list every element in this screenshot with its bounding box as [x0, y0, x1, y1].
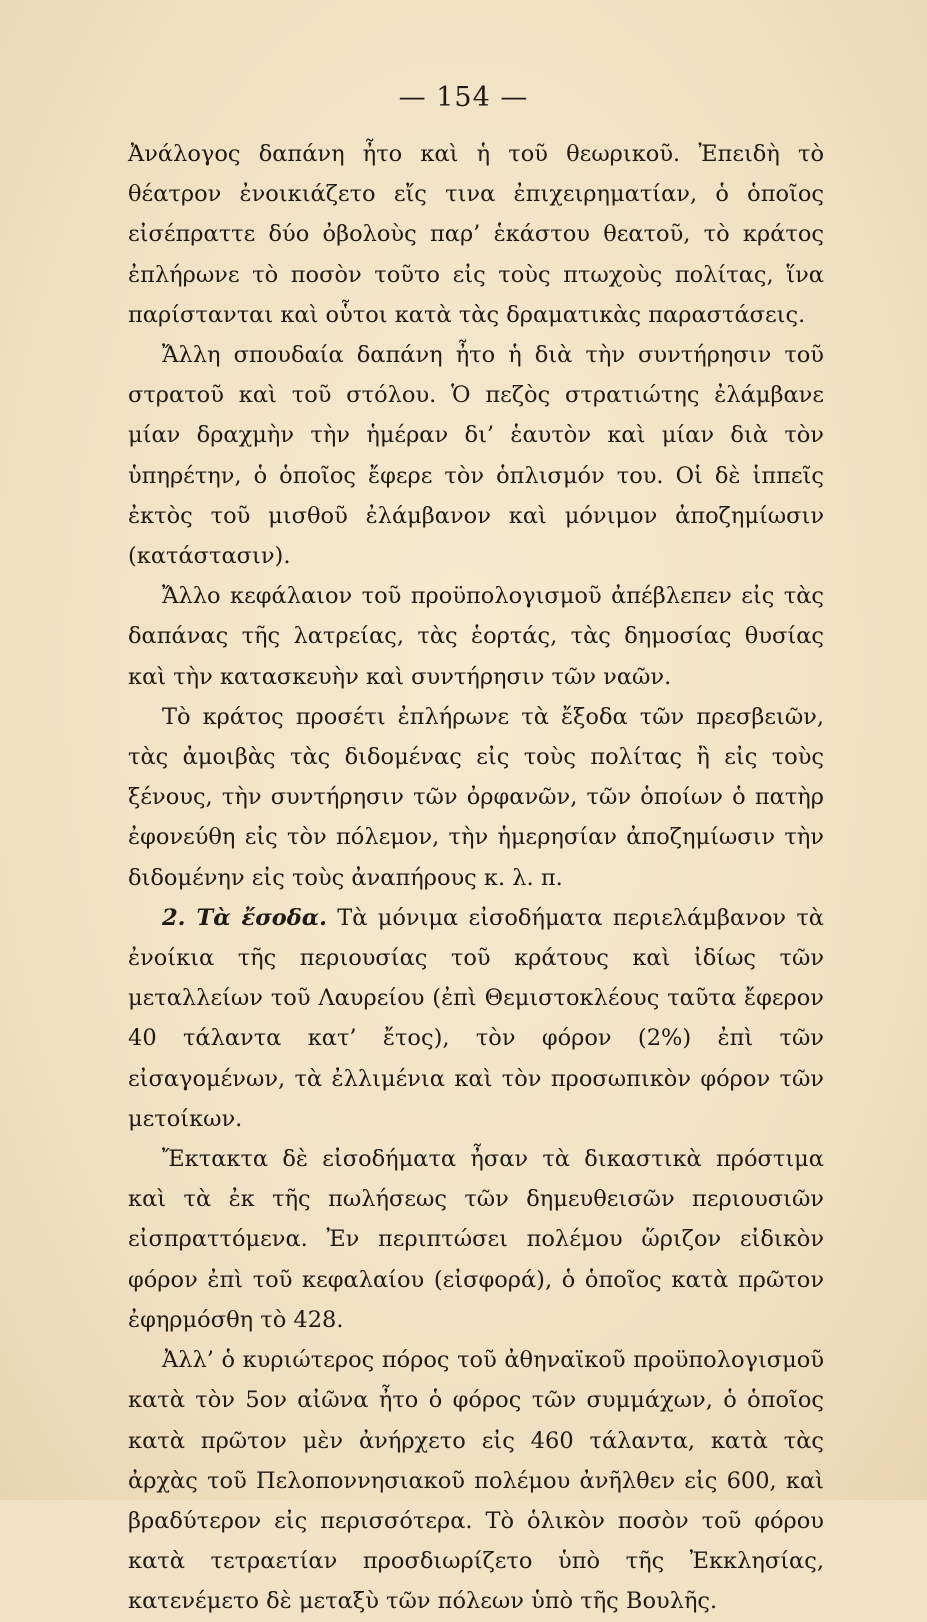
paragraph-extraordinary-income: Ἔκτακτα δὲ εἰσοδήματα ἦσαν τὰ δικαστικὰ πρόστιμα καὶ τὰ ἐκ τῆς πωλήσεως τῶν δημευθεισῶν περιουσιῶν εἰσπραττόμενα. Ἐν περιπτώσει πολέμου ὥριζον εἰδικὸν φόρον ἐπὶ τοῦ κεφαλαίου (εἰσφορά), ὁ ὁποῖος κατὰ πρῶτον ἐφηρμόσθη τὸ 428. — [128, 1146, 824, 1333]
paragraph-allied-tribute: Ἀλλ’ ὁ κυριώτερος πόρος τοῦ ἀθηναϊκοῦ προϋπολογισμοῦ κατὰ τὸν 5ον αἰῶνα ἦτο ὁ φόρος τῶν συμμάχων, ὁ ὁποῖος κατὰ πρῶτον μὲν ἀνήρχετο εἰς 460 τάλαντα, κατὰ τὰς ἀρχὰς τοῦ Πελοποννησιακοῦ πολέμου ἀνῆλθεν εἰς 600, καὶ βραδύτερον εἰς περισσότερα. Τὸ ὁλικὸν ποσὸν τοῦ φόρου κατὰ τετραετίαν προσδιωρίζετο ὑπὸ τῆς Ἐκκλησίας, κατενέμετο δὲ μεταξὺ τῶν πόλεων ὑπὸ τῆς Βουλῆς. — [128, 1347, 824, 1615]
paragraph-revenues — [128, 898, 824, 1139]
page-number: — 154 — — [398, 82, 529, 113]
paragraph-army-navy: Ἄλλη σπουδαία δαπάνη ἦτο ἡ διὰ τὴν συντήρησιν τοῦ στρατοῦ καὶ τοῦ στόλου. Ὁ πεζὸς στρατιώτης ἐλάμβανε μίαν δραχμὴν τὴν ἡμέραν δι’ ἑαυτὸν καὶ μίαν διὰ τὸν ὑπηρέτην, ὁ ὁποῖος ἔφερε τὸν ὁπλισμόν του. Οἱ δὲ ἱππεῖς ἐκτὸς τοῦ μισθοῦ ἐλάμβανον καὶ μόνιμον ἀποζημίωσιν (κατάστασιν). — [128, 342, 824, 570]
paragraph-state-expenses: Τὸ κράτος προσέτι ἐπλήρωνε τὰ ἔξοδα τῶν πρεσβειῶν, τὰς ἀμοιβὰς τὰς διδομένας εἰς τοὺς πολίτας ἢ εἰς τοὺς ξένους, τὴν συντήρησιν τῶν ὀρφανῶν, τῶν ὁποίων ὁ πατὴρ ἐφονεύθη εἰς τὸν πόλεμον, τὴν ἡμερησίαν ἀποζημίωσιν τὴν διδομένην εἰς τοὺς ἀναπήρους κ. λ. π. — [128, 703, 824, 891]
paragraph-worship: Ἄλλο κεφάλαιον τοῦ προϋπολογισμοῦ ἀπέβλεπεν εἰς τὰς δαπάνας τῆς λατρείας, τὰς ἑορτάς, τὰς δημοσίας θυσίας καὶ τὴν κατασκευὴν καὶ συντήρησιν τῶν ναῶν. — [128, 583, 824, 690]
paragraph-revenues-text: Τὰ μόνιμα εἰσοδήματα περιελάμβανον τὰ ἐνοίκια τῆς περιουσίας τοῦ κράτους καὶ ἰδίως τῶν μεταλλείων τοῦ Λαυρείου (ἐπὶ Θεμιστοκλέους ταῦτα ἔφερον 40 τάλαντα κατ’ ἔτος), τὸν φόρον (2%) ἐπὶ τῶν εἰσαγομένων, τὰ ἐλλιμένια καὶ τὸν προσωπικὸν φόρον τῶν μετοίκων. — [128, 904, 824, 1132]
section-heading-revenues: 2. Τὰ ἔσοδα. — [162, 904, 327, 931]
paragraph-theorikon: Ἀνάλογος δαπάνη ἦτο καὶ ἡ τοῦ θεωρικοῦ. Ἐπειδὴ τὸ θέατρον ἐνοικιάζετο εἴς τινα ἐπιχειρηματίαν, ὁ ὁποῖος εἰσέπραττε δύο ὀβολοὺς παρ’ ἑκάστου θεατοῦ, τὸ κράτος ἐπλήρωνε τὸ ποσὸν τοῦτο εἰς τοὺς πτωχοὺς πολίτας, ἵνα παρίστανται καὶ οὗτοι κατὰ τὰς δραματικὰς παραστάσεις. — [128, 141, 824, 328]
page-text — [128, 134, 824, 1622]
